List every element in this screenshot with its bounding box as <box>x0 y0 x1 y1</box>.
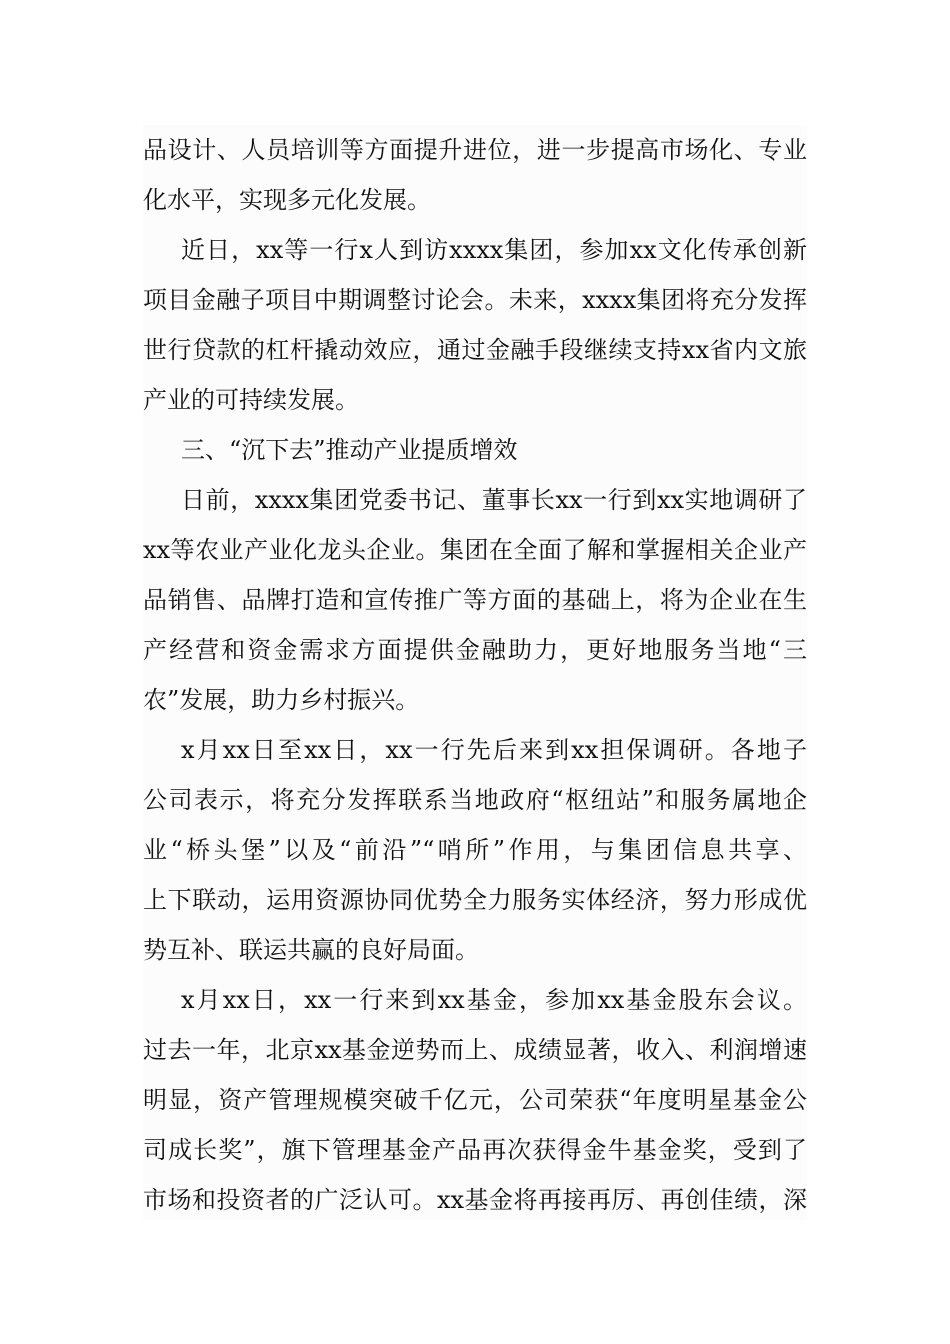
text-line: 产经营和资金需求方面提供金融助力，更好地服务当地“三 <box>143 636 807 664</box>
document-body <box>143 125 807 1220</box>
text-line: 产业的可持续发展。 <box>143 386 359 414</box>
text-line: xx等农业产业化龙头企业。集团在全面了解和掌握相关企业产 <box>143 536 807 564</box>
text-line: x月xx日，xx一行来到xx基金，参加xx基金股东会议。 <box>181 986 807 1014</box>
text-line: 近日，xx等一行x人到访xxxx集团，参加xx文化传承创新 <box>181 236 807 264</box>
text-line: 明显，资产管理规模突破千亿元，公司荣获“年度明星基金公 <box>143 1086 807 1114</box>
text-line: 过去一年，北京xx基金逆势而上、成绩显著，收入、利润增速 <box>143 1036 807 1064</box>
text-line: 公司表示，将充分发挥联系当地政府“枢纽站”和服务属地企 <box>143 786 807 814</box>
text-line: 势互补、联运共赢的良好局面。 <box>143 936 479 964</box>
text-line: 三、“沉下去”推动产业提质增效 <box>181 436 518 464</box>
text-line: 化水平，实现多元化发展。 <box>143 186 431 214</box>
text-line: 司成长奖”，旗下管理基金产品再次获得金牛基金奖，受到了 <box>143 1136 807 1164</box>
text-line: 农”发展，助力乡村振兴。 <box>143 686 420 714</box>
text-line: 项目金融子项目中期调整讨论会。未来，xxxx集团将充分发挥 <box>143 286 807 314</box>
text-line: 市场和投资者的广泛认可。xx基金将再接再厉、再创佳绩，深 <box>143 1186 807 1214</box>
text-line: 世行贷款的杠杆撬动效应，通过金融手段继续支持xx省内文旅 <box>143 336 807 364</box>
text-line: 日前，xxxx集团党委书记、董事长xx一行到xx实地调研了 <box>181 486 807 514</box>
text-line: x月xx日至xx日，xx一行先后来到xx担保调研。各地子 <box>181 736 807 764</box>
text-line: 上下联动，运用资源协同优势全力服务实体经济，努力形成优 <box>143 886 807 914</box>
text-line: 业“桥头堡”以及“前沿”“哨所”作用，与集团信息共享、 <box>143 836 807 864</box>
text-line: 品设计、人员培训等方面提升进位，进一步提高市场化、专业 <box>143 136 807 164</box>
text-line: 品销售、品牌打造和宣传推广等方面的基础上，将为企业在生 <box>143 586 807 614</box>
